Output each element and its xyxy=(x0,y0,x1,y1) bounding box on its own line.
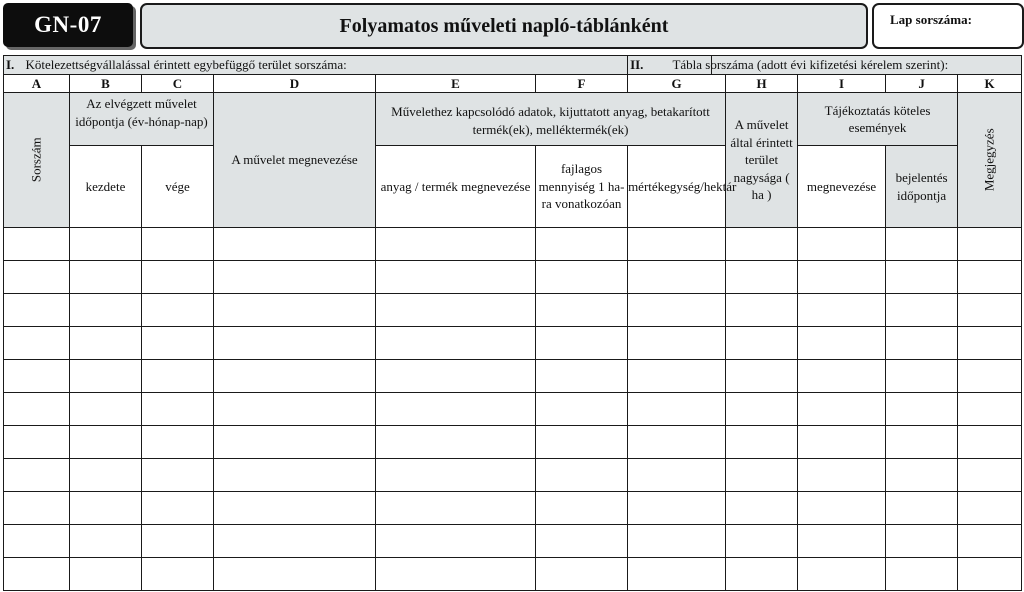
entry-cell[interactable] xyxy=(798,327,886,360)
entry-cell[interactable] xyxy=(4,558,70,591)
entry-cell[interactable] xyxy=(70,261,142,294)
operation-date-group-header: Az elvégzett művelet időpontja (év-hónap-nap) xyxy=(70,93,214,146)
entry-cell[interactable] xyxy=(4,261,70,294)
entry-cell[interactable] xyxy=(70,558,142,591)
form-title-box xyxy=(140,3,868,49)
entry-cell[interactable] xyxy=(958,360,1022,393)
entry-cell[interactable] xyxy=(726,525,798,558)
entry-cell[interactable] xyxy=(886,558,958,591)
entry-cell[interactable] xyxy=(214,393,376,426)
start-header: kezdete xyxy=(70,146,142,228)
header-row-1 xyxy=(4,93,1022,146)
entry-cell[interactable] xyxy=(536,261,628,294)
column-letter-g: G xyxy=(628,74,726,93)
entry-cell[interactable] xyxy=(536,360,628,393)
entry-cell[interactable] xyxy=(142,558,214,591)
entry-cell[interactable] xyxy=(214,294,376,327)
entry-cell[interactable] xyxy=(628,426,726,459)
column-letters-row xyxy=(4,74,1022,93)
entry-cell[interactable] xyxy=(376,261,536,294)
entry-cell[interactable] xyxy=(726,261,798,294)
form-code-badge xyxy=(3,3,133,47)
entry-cell[interactable] xyxy=(214,261,376,294)
entry-cell[interactable] xyxy=(958,558,1022,591)
section-row xyxy=(4,56,1022,75)
entry-cell[interactable] xyxy=(798,393,886,426)
entry-cell[interactable] xyxy=(886,426,958,459)
entry-cell[interactable] xyxy=(4,426,70,459)
entry-cell[interactable] xyxy=(376,459,536,492)
entry-cell[interactable] xyxy=(958,393,1022,426)
entry-cell[interactable] xyxy=(376,327,536,360)
entry-cell[interactable] xyxy=(4,492,70,525)
entry-cell[interactable] xyxy=(536,327,628,360)
entry-cell[interactable] xyxy=(70,360,142,393)
related-data-group-header: Művelethez kapcsolódó adatok, kijuttatott anyag, betakarított termék(ek), melléktermék(ek) xyxy=(376,93,726,146)
entry-cell[interactable] xyxy=(376,360,536,393)
entry-cell[interactable] xyxy=(886,261,958,294)
table-row xyxy=(4,360,1022,393)
entry-cell[interactable] xyxy=(214,228,376,261)
entry-cell[interactable] xyxy=(886,228,958,261)
table-row xyxy=(4,393,1022,426)
entry-cell[interactable] xyxy=(214,525,376,558)
section-2-number: II. xyxy=(630,57,644,72)
entry-cell[interactable] xyxy=(4,294,70,327)
entry-cell[interactable] xyxy=(886,327,958,360)
table-row xyxy=(4,492,1022,525)
column-letter-c: C xyxy=(142,74,214,93)
entry-cell[interactable] xyxy=(798,294,886,327)
column-letter-h: H xyxy=(726,74,798,93)
entry-cell[interactable] xyxy=(886,525,958,558)
entry-cell[interactable] xyxy=(726,558,798,591)
page-number-box xyxy=(872,3,1024,49)
entry-cell[interactable] xyxy=(798,492,886,525)
entry-cell[interactable] xyxy=(536,525,628,558)
entry-cell[interactable] xyxy=(142,294,214,327)
entry-cell[interactable] xyxy=(628,261,726,294)
entry-cell[interactable] xyxy=(142,525,214,558)
entry-cell[interactable] xyxy=(958,294,1022,327)
entry-cell[interactable] xyxy=(798,558,886,591)
entry-cell[interactable] xyxy=(214,558,376,591)
entry-cell[interactable] xyxy=(142,393,214,426)
entry-cell[interactable] xyxy=(376,525,536,558)
entry-cell[interactable] xyxy=(4,360,70,393)
entry-cell[interactable] xyxy=(142,360,214,393)
column-letter-i: I xyxy=(798,74,886,93)
entry-cell[interactable] xyxy=(214,459,376,492)
entry-cell[interactable] xyxy=(70,228,142,261)
entry-cell[interactable] xyxy=(536,228,628,261)
entry-cell[interactable] xyxy=(376,558,536,591)
entry-cell[interactable] xyxy=(958,525,1022,558)
table-row xyxy=(4,228,1022,261)
entry-cell[interactable] xyxy=(726,360,798,393)
entry-cell[interactable] xyxy=(886,360,958,393)
table-row xyxy=(4,261,1022,294)
column-letter-d: D xyxy=(214,74,376,93)
entry-cell[interactable] xyxy=(726,393,798,426)
entry-cell[interactable] xyxy=(958,492,1022,525)
entry-cell[interactable] xyxy=(798,360,886,393)
entry-cell[interactable] xyxy=(142,459,214,492)
entry-cell[interactable] xyxy=(726,459,798,492)
entry-cell[interactable] xyxy=(70,525,142,558)
operation-log-table xyxy=(3,55,1022,591)
entry-cell[interactable] xyxy=(214,426,376,459)
table-row xyxy=(4,558,1022,591)
column-letter-j: J xyxy=(886,74,958,93)
entry-cell[interactable] xyxy=(798,228,886,261)
entry-cell[interactable] xyxy=(536,393,628,426)
entry-cell[interactable] xyxy=(886,492,958,525)
specific-quantity-header: fajlagos mennyiség 1 ha-ra vonatkozóan xyxy=(536,146,628,228)
table-row xyxy=(4,525,1022,558)
entry-cell[interactable] xyxy=(4,327,70,360)
column-letter-a: A xyxy=(4,74,70,93)
entry-cell[interactable] xyxy=(214,327,376,360)
entry-cell[interactable] xyxy=(886,294,958,327)
remarks-header: Megjegyzés xyxy=(958,93,1022,228)
unit-header: mértékegység/hektár xyxy=(628,146,726,228)
column-letter-k: K xyxy=(958,74,1022,93)
entry-cell[interactable] xyxy=(726,492,798,525)
entry-cell[interactable] xyxy=(628,294,726,327)
reportable-events-group-header: Tájékoztatás köteles események xyxy=(798,93,958,146)
entry-cell[interactable] xyxy=(70,426,142,459)
event-name-header: megnevezése xyxy=(798,146,886,228)
entry-cell[interactable] xyxy=(628,525,726,558)
entry-cell[interactable] xyxy=(4,459,70,492)
entry-cell[interactable] xyxy=(536,459,628,492)
entry-cell[interactable] xyxy=(142,228,214,261)
entry-cell[interactable] xyxy=(958,327,1022,360)
form-code: GN-07 xyxy=(34,12,102,37)
entry-cell[interactable] xyxy=(142,261,214,294)
entry-cell[interactable] xyxy=(376,393,536,426)
entry-cell[interactable] xyxy=(536,492,628,525)
entry-cell[interactable] xyxy=(214,360,376,393)
entry-cell[interactable] xyxy=(726,426,798,459)
entry-cell[interactable] xyxy=(886,459,958,492)
entry-cell[interactable] xyxy=(70,327,142,360)
entry-cell[interactable] xyxy=(798,261,886,294)
entry-cell[interactable] xyxy=(70,294,142,327)
table-row xyxy=(4,294,1022,327)
table-row xyxy=(4,327,1022,360)
entry-cell[interactable] xyxy=(726,228,798,261)
form-title: Folyamatos műveleti napló-táblánként xyxy=(339,14,669,37)
entry-cell[interactable] xyxy=(4,525,70,558)
header-row-2 xyxy=(4,146,1022,228)
entry-cell[interactable] xyxy=(536,426,628,459)
entry-cell[interactable] xyxy=(4,393,70,426)
entry-cell[interactable] xyxy=(628,558,726,591)
entry-cell[interactable] xyxy=(70,393,142,426)
entry-cell[interactable] xyxy=(726,294,798,327)
column-letter-f: F xyxy=(536,74,628,93)
entry-cell[interactable] xyxy=(536,558,628,591)
entry-cell[interactable] xyxy=(376,492,536,525)
entry-cell[interactable] xyxy=(628,360,726,393)
section-1-number: I. xyxy=(4,56,70,75)
entry-cell[interactable] xyxy=(958,228,1022,261)
entry-cell[interactable] xyxy=(958,426,1022,459)
entry-cell[interactable] xyxy=(628,459,726,492)
entry-cell[interactable] xyxy=(798,525,886,558)
entry-cell[interactable] xyxy=(142,327,214,360)
entry-cell[interactable] xyxy=(798,459,886,492)
entry-cell[interactable] xyxy=(628,228,726,261)
entry-cell[interactable] xyxy=(798,426,886,459)
entry-cell[interactable] xyxy=(958,261,1022,294)
area-header: A művelet által érintett terület nagysága ( ha ) xyxy=(726,93,798,228)
section-1-label: Kötelezettségvállalással érintett egybefüggő terület sorszáma: xyxy=(70,56,628,75)
page-number-label: Lap sorszáma: xyxy=(890,12,972,27)
column-letter-e: E xyxy=(376,74,536,93)
column-letter-b: B xyxy=(70,74,142,93)
entry-cell[interactable] xyxy=(376,426,536,459)
entry-cell[interactable] xyxy=(376,294,536,327)
entry-cell[interactable] xyxy=(4,228,70,261)
entry-cell[interactable] xyxy=(142,492,214,525)
end-header: vége xyxy=(142,146,214,228)
entry-cell[interactable] xyxy=(142,426,214,459)
entry-cell[interactable] xyxy=(214,492,376,525)
operation-name-header: A művelet megnevezése xyxy=(214,93,376,228)
entry-cell[interactable] xyxy=(70,459,142,492)
report-date-header: bejelentés időpontja xyxy=(886,146,958,228)
serial-header: Sorszám xyxy=(4,93,70,228)
entry-cell[interactable] xyxy=(886,393,958,426)
entry-cell[interactable] xyxy=(536,294,628,327)
section-2-label: II. Tábla sorszáma (adott évi kifizetési kérelem szerint): xyxy=(628,56,1022,75)
table-row xyxy=(4,459,1022,492)
entry-cell[interactable] xyxy=(628,327,726,360)
material-name-header: anyag / termék megnevezése xyxy=(376,146,536,228)
entry-cell[interactable] xyxy=(628,492,726,525)
entry-cell[interactable] xyxy=(958,459,1022,492)
entry-cell[interactable] xyxy=(70,492,142,525)
entry-cell[interactable] xyxy=(726,327,798,360)
entry-cell[interactable] xyxy=(628,393,726,426)
entry-cell[interactable] xyxy=(376,228,536,261)
table-row xyxy=(4,426,1022,459)
